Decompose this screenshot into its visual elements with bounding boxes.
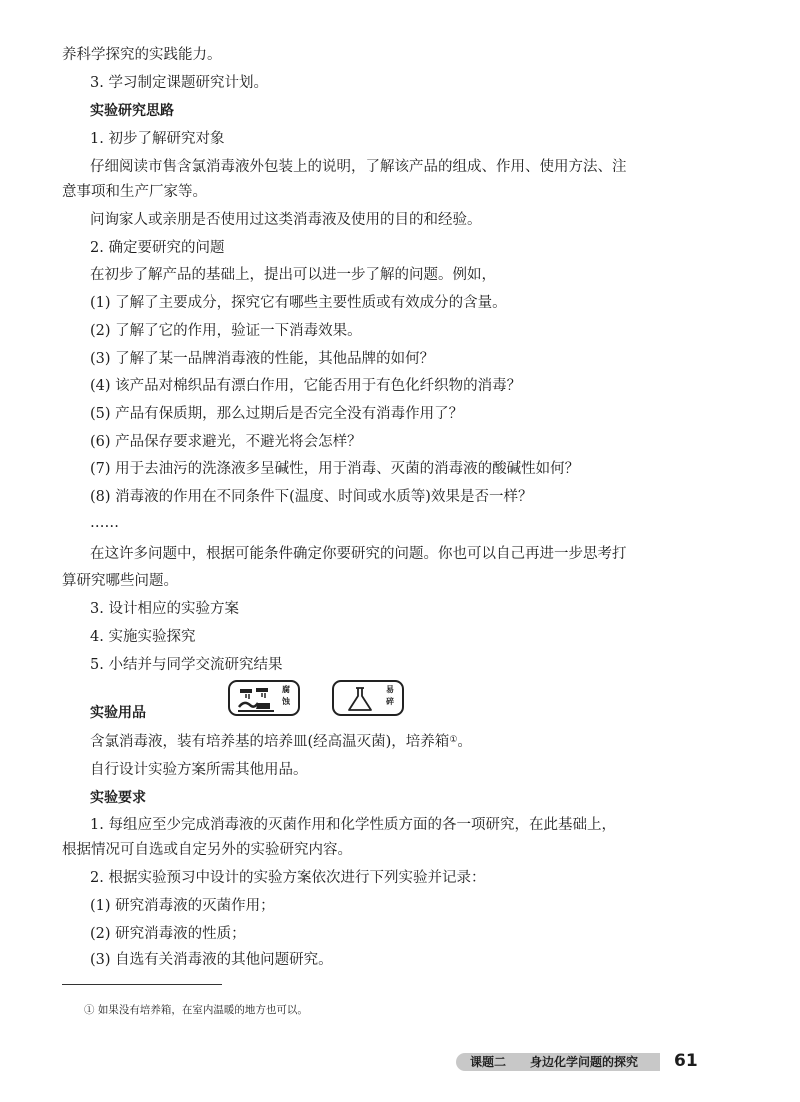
materials-line bbox=[90, 732, 736, 752]
requirement-sub-item: (2) 研究消毒液的性质； bbox=[90, 926, 246, 942]
paragraph-line: 在初步了解产品的基础上，提出可以进一步了解的问题。例如， bbox=[90, 267, 496, 283]
section-heading: 实验研究思路 bbox=[90, 103, 174, 119]
running-footer bbox=[456, 1053, 660, 1071]
fragile-label: 易碎 bbox=[386, 685, 394, 706]
materials-line: 自行设计实验方案所需其他用品。 bbox=[90, 762, 308, 778]
question-item: (6) 产品保存要求避光，不避光将会怎样？ bbox=[90, 434, 362, 450]
paragraph-line: 仔细阅读市售含氯消毒液外包装上的说明，了解该产品的组成、作用、使用方法、注 bbox=[90, 159, 627, 175]
paragraph-line: 问询家人或亲朋是否使用过这类消毒液及使用的目的和经验。 bbox=[90, 212, 482, 228]
footnote-divider bbox=[62, 984, 222, 985]
page-number: 61 bbox=[674, 1051, 698, 1071]
materials-end: 。 bbox=[457, 734, 472, 750]
step-heading: 4. 实施实验探究 bbox=[90, 629, 196, 645]
flask-pictogram bbox=[340, 685, 382, 713]
paragraph-line: 在这许多问题中，根据可能条件确定你要研究的问题。你也可以自己再进一步思考打 bbox=[90, 546, 627, 562]
section-heading: 实验用品 bbox=[90, 705, 146, 721]
objective-item: 3. 学习制定课题研究计划。 bbox=[90, 75, 268, 91]
question-item: (5) 产品有保质期，那么过期后是否完全没有消毒作用了？ bbox=[90, 406, 464, 422]
section-heading: 实验要求 bbox=[90, 790, 146, 806]
requirement-item: 根据情况可自选或自定另外的实验研究内容。 bbox=[62, 842, 352, 858]
step-heading: 1. 初步了解研究对象 bbox=[90, 131, 225, 147]
hazard-icons bbox=[228, 680, 408, 720]
step-heading: 3. 设计相应的实验方案 bbox=[90, 601, 239, 617]
requirement-sub-item: (1) 研究消毒液的灭菌作用； bbox=[90, 898, 275, 914]
corrosive-pictogram bbox=[236, 685, 278, 713]
corrosive-label: 腐蚀 bbox=[282, 685, 290, 706]
fragile-icon bbox=[332, 680, 404, 716]
ellipsis: …… bbox=[90, 515, 119, 531]
footer-lesson: 课题二 bbox=[470, 1055, 507, 1069]
question-item: (2) 了解了它的作用，验证一下消毒效果。 bbox=[90, 323, 362, 339]
paragraph-line: 意事项和生产厂家等。 bbox=[62, 184, 207, 200]
requirement-item: 2. 根据实验预习中设计的实验方案依次进行下列实验并记录： bbox=[90, 870, 486, 886]
question-item: (3) 了解了某一品牌消毒液的性能，其他品牌的如何？ bbox=[90, 351, 435, 367]
question-item: (7) 用于去油污的洗涤液多呈碱性，用于消毒、灭菌的消毒液的酸碱性如何？ bbox=[90, 461, 580, 477]
paragraph-line: 算研究哪些问题。 bbox=[62, 573, 178, 589]
step-heading: 5. 小结并与同学交流研究结果 bbox=[90, 657, 283, 673]
question-item: (1) 了解了主要成分，探究它有哪些主要性质或有效成分的含量。 bbox=[90, 295, 507, 311]
step-heading: 2. 确定要研究的问题 bbox=[90, 240, 225, 256]
footnote-ref: ① bbox=[449, 735, 458, 745]
footer-topic: 身边化学问题的探究 bbox=[530, 1055, 639, 1069]
requirement-item: 1. 每组应至少完成消毒液的灭菌作用和化学性质方面的各一项研究，在此基础上， bbox=[90, 817, 616, 833]
footnote: ① 如果没有培养箱，在室内温暖的地方也可以。 bbox=[84, 1004, 308, 1016]
question-item: (4) 该产品对棉织品有漂白作用，它能否用于有色化纤织物的消毒？ bbox=[90, 378, 522, 394]
requirement-sub-item: (3) 自选有关消毒液的其他问题研究。 bbox=[90, 952, 333, 968]
corrosive-icon bbox=[228, 680, 300, 716]
materials-text: 含氯消毒液，装有培养基的培养皿(经高温灭菌)，培养箱 bbox=[90, 734, 450, 750]
text-line: 养科学探究的实践能力。 bbox=[62, 47, 222, 63]
question-item: (8) 消毒液的作用在不同条件下(温度、时间或水质等)效果是否一样？ bbox=[90, 489, 533, 505]
